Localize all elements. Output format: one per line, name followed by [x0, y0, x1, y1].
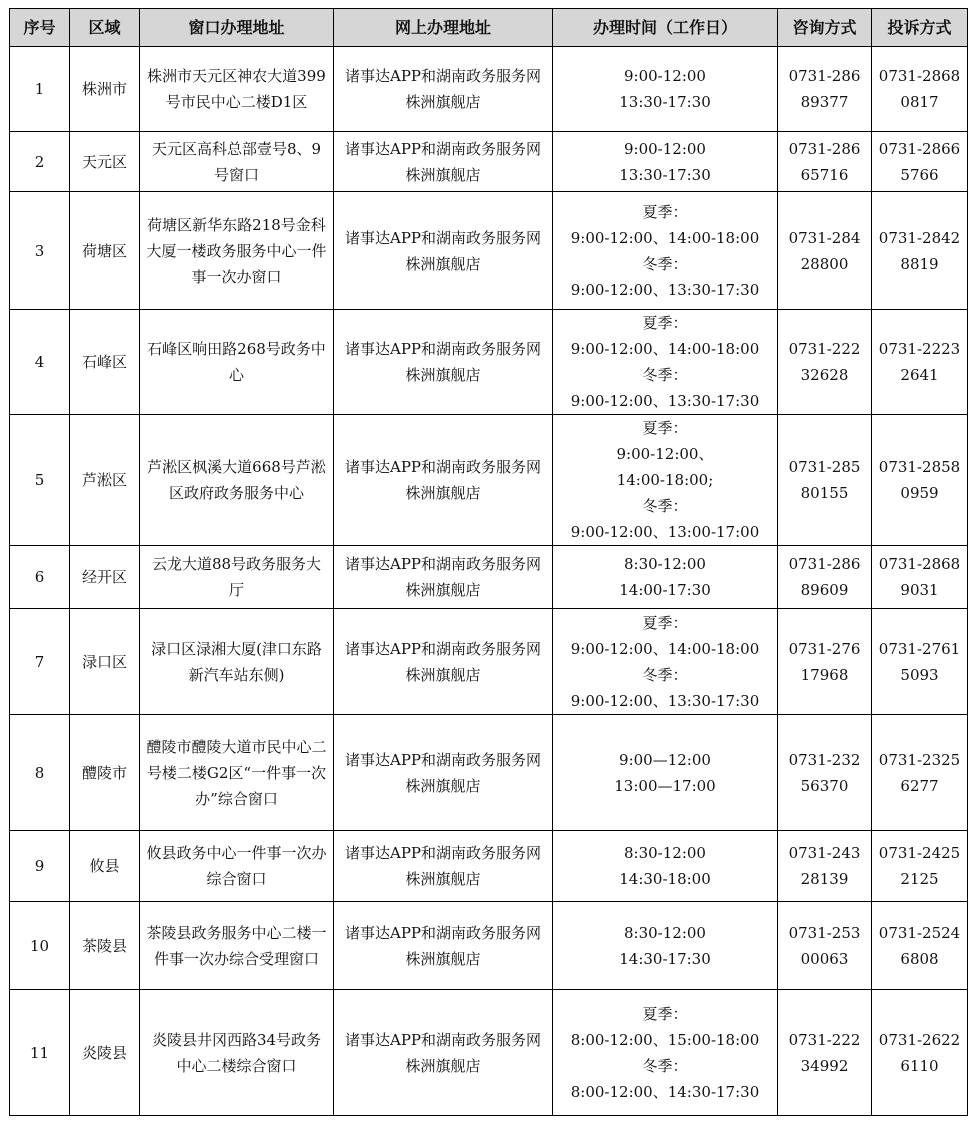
- online-address-cell: 诸事达APP和湖南政务服务网株洲旗舰店: [334, 192, 553, 310]
- hours-line: 夏季：: [642, 314, 688, 332]
- region-cell: 经开区: [70, 546, 140, 609]
- consult-phone-cell: 0731-28428800: [778, 192, 872, 310]
- service-window-table: [9, 8, 968, 1116]
- complaint-phone-cell: 0731-27615093: [872, 609, 968, 715]
- hours-line: 9:00-12:00: [624, 67, 706, 85]
- row-number-cell: 10: [10, 902, 70, 990]
- row-number-cell: 1: [10, 47, 70, 132]
- table-row: [10, 609, 968, 715]
- row-number-cell: 9: [10, 831, 70, 902]
- complaint-phone-cell: 0731-24252125: [872, 831, 968, 902]
- hours-line: 冬季：: [642, 497, 688, 515]
- complaint-phone-cell: 0731-25246808: [872, 902, 968, 990]
- region-cell: 炎陵县: [70, 990, 140, 1116]
- header-hours: 办理时间（工作日）: [553, 9, 778, 47]
- window-address-cell: 天元区高科总部壹号8、9号窗口: [140, 132, 334, 192]
- online-address-cell: 诸事达APP和湖南政务服务网株洲旗舰店: [334, 715, 553, 831]
- table-row: [10, 902, 968, 990]
- hours-line: 9:00-12:00: [624, 139, 706, 158]
- hours-line: 9:00-12:00、13:30-17:30: [570, 392, 760, 410]
- hours-line: 9:00-12:00、14:00-18:00: [570, 228, 760, 247]
- table-row: [10, 415, 968, 546]
- complaint-phone-cell: 0731-28428819: [872, 192, 968, 310]
- hours-cell: [553, 192, 778, 310]
- hours-cell: [553, 546, 778, 609]
- hours-line: 9:00-12:00、13:00-17:00: [570, 523, 760, 541]
- hours-line: 13:00—17:00: [614, 776, 716, 795]
- hours-line: 9:00-12:00、13:30-17:30: [570, 691, 760, 710]
- region-cell: 天元区: [70, 132, 140, 192]
- online-address-cell: 诸事达APP和湖南政务服务网株洲旗舰店: [334, 831, 553, 902]
- consult-phone-cell: 0731-24328139: [778, 831, 872, 902]
- consult-phone-cell: 0731-23256370: [778, 715, 872, 831]
- header-no: 序号: [10, 9, 70, 47]
- table-row: [10, 831, 968, 902]
- header-region: 区域: [70, 9, 140, 47]
- hours-line: 9:00-12:00、13:30-17:30: [570, 280, 760, 299]
- hours-line: 13:30-17:30: [619, 93, 711, 111]
- hours-line: 冬季：: [642, 366, 688, 384]
- hours-cell: [553, 415, 778, 546]
- online-address-cell: 诸事达APP和湖南政务服务网株洲旗舰店: [334, 310, 553, 415]
- online-address-cell: 诸事达APP和湖南政务服务网株洲旗舰店: [334, 546, 553, 609]
- region-cell: 攸县: [70, 831, 140, 902]
- window-address-cell: 荷塘区新华东路218号金科大厦一楼政务服务中心一件事一次办窗口: [140, 192, 334, 310]
- hours-line: 9:00-12:00、: [616, 445, 714, 463]
- hours-line: 冬季：: [642, 665, 688, 684]
- consult-phone-cell: 0731-28580155: [778, 415, 872, 546]
- hours-cell: [553, 132, 778, 192]
- window-address-cell: 渌口区渌湘大厦(津口东路新汽车站东侧): [140, 609, 334, 715]
- row-number-cell: 4: [10, 310, 70, 415]
- table-row: [10, 132, 968, 192]
- hours-line: 夏季：: [642, 419, 688, 437]
- hours-line: 9:00-12:00、14:00-18:00: [570, 340, 760, 358]
- hours-line: 9:00-12:00、14:00-18:00: [570, 639, 760, 658]
- region-cell: 茶陵县: [70, 902, 140, 990]
- online-address-cell: 诸事达APP和湖南政务服务网株洲旗舰店: [334, 132, 553, 192]
- consult-phone-cell: 0731-22234992: [778, 990, 872, 1116]
- table-row: [10, 192, 968, 310]
- window-address-cell: 茶陵县政务服务中心二楼一件事一次办综合受理窗口: [140, 902, 334, 990]
- complaint-phone-cell: 0731-26226110: [872, 990, 968, 1116]
- hours-line: 夏季：: [642, 202, 688, 221]
- header-complaint: 投诉方式: [872, 9, 968, 47]
- table-row: [10, 47, 968, 132]
- hours-line: 8:00-12:00、14:30-17:30: [570, 1082, 760, 1101]
- hours-line: 夏季：: [642, 1004, 688, 1023]
- online-address-cell: 诸事达APP和湖南政务服务网株洲旗舰店: [334, 415, 553, 546]
- window-address-cell: 云龙大道88号政务服务大厅: [140, 546, 334, 609]
- online-address-cell: 诸事达APP和湖南政务服务网株洲旗舰店: [334, 47, 553, 132]
- region-cell: 渌口区: [70, 609, 140, 715]
- complaint-phone-cell: 0731-23256277: [872, 715, 968, 831]
- row-number-cell: 2: [10, 132, 70, 192]
- consult-phone-cell: 0731-28665716: [778, 132, 872, 192]
- hours-line: 冬季：: [642, 1056, 688, 1075]
- region-cell: 芦淞区: [70, 415, 140, 546]
- header-row: [10, 9, 968, 47]
- region-cell: 醴陵市: [70, 715, 140, 831]
- window-address-cell: 炎陵县井冈西路34号政务中心二楼综合窗口: [140, 990, 334, 1116]
- hours-line: 9:00—12:00: [619, 750, 711, 769]
- hours-line: 8:00-12:00、15:00-18:00: [570, 1030, 760, 1049]
- consult-phone-cell: 0731-28689377: [778, 47, 872, 132]
- complaint-phone-cell: 0731-28689031: [872, 546, 968, 609]
- header-online-address: 网上办理地址: [334, 9, 553, 47]
- hours-line: 8:30-12:00: [624, 555, 706, 573]
- region-cell: 石峰区: [70, 310, 140, 415]
- online-address-cell: 诸事达APP和湖南政务服务网株洲旗舰店: [334, 902, 553, 990]
- hours-line: 夏季：: [642, 613, 688, 632]
- online-address-cell: 诸事达APP和湖南政务服务网株洲旗舰店: [334, 609, 553, 715]
- row-number-cell: 6: [10, 546, 70, 609]
- hours-line: 8:30-12:00: [624, 844, 706, 862]
- header-window-address: 窗口办理地址: [140, 9, 334, 47]
- row-number-cell: 3: [10, 192, 70, 310]
- region-cell: 荷塘区: [70, 192, 140, 310]
- header-consult: 咨询方式: [778, 9, 872, 47]
- complaint-phone-cell: 0731-22232641: [872, 310, 968, 415]
- region-cell: 株洲市: [70, 47, 140, 132]
- consult-phone-cell: 0731-22232628: [778, 310, 872, 415]
- hours-cell: [553, 831, 778, 902]
- complaint-phone-cell: 0731-28665766: [872, 132, 968, 192]
- window-address-cell: 攸县政务中心一件事一次办综合窗口: [140, 831, 334, 902]
- hours-cell: [553, 310, 778, 415]
- complaint-phone-cell: 0731-28580959: [872, 415, 968, 546]
- consult-phone-cell: 0731-25300063: [778, 902, 872, 990]
- hours-line: 14:00-18:00;: [616, 471, 714, 489]
- hours-line: 冬季：: [642, 254, 688, 273]
- hours-cell: [553, 47, 778, 132]
- row-number-cell: 7: [10, 609, 70, 715]
- hours-cell: [553, 609, 778, 715]
- table-row: [10, 310, 968, 415]
- window-address-cell: 株洲市天元区神农大道399号市民中心二楼D1区: [140, 47, 334, 132]
- consult-phone-cell: 0731-27617968: [778, 609, 872, 715]
- hours-line: 13:30-17:30: [619, 165, 711, 184]
- complaint-phone-cell: 0731-28680817: [872, 47, 968, 132]
- hours-line: 14:30-17:30: [619, 949, 711, 968]
- hours-line: 14:30-18:00: [619, 870, 711, 888]
- table-row: [10, 990, 968, 1116]
- hours-line: 8:30-12:00: [624, 923, 706, 942]
- consult-phone-cell: 0731-28689609: [778, 546, 872, 609]
- table-row: [10, 715, 968, 831]
- online-address-cell: 诸事达APP和湖南政务服务网株洲旗舰店: [334, 990, 553, 1116]
- table-row: [10, 546, 968, 609]
- hours-cell: [553, 902, 778, 990]
- hours-cell: [553, 715, 778, 831]
- hours-line: 14:00-17:30: [619, 581, 711, 599]
- hours-cell: [553, 990, 778, 1116]
- row-number-cell: 11: [10, 990, 70, 1116]
- row-number-cell: 5: [10, 415, 70, 546]
- row-number-cell: 8: [10, 715, 70, 831]
- window-address-cell: 醴陵市醴陵大道市民中心二号楼二楼G2区“一件事一次办”综合窗口: [140, 715, 334, 831]
- window-address-cell: 芦淞区枫溪大道668号芦淞区政府政务服务中心: [140, 415, 334, 546]
- window-address-cell: 石峰区响田路268号政务中心: [140, 310, 334, 415]
